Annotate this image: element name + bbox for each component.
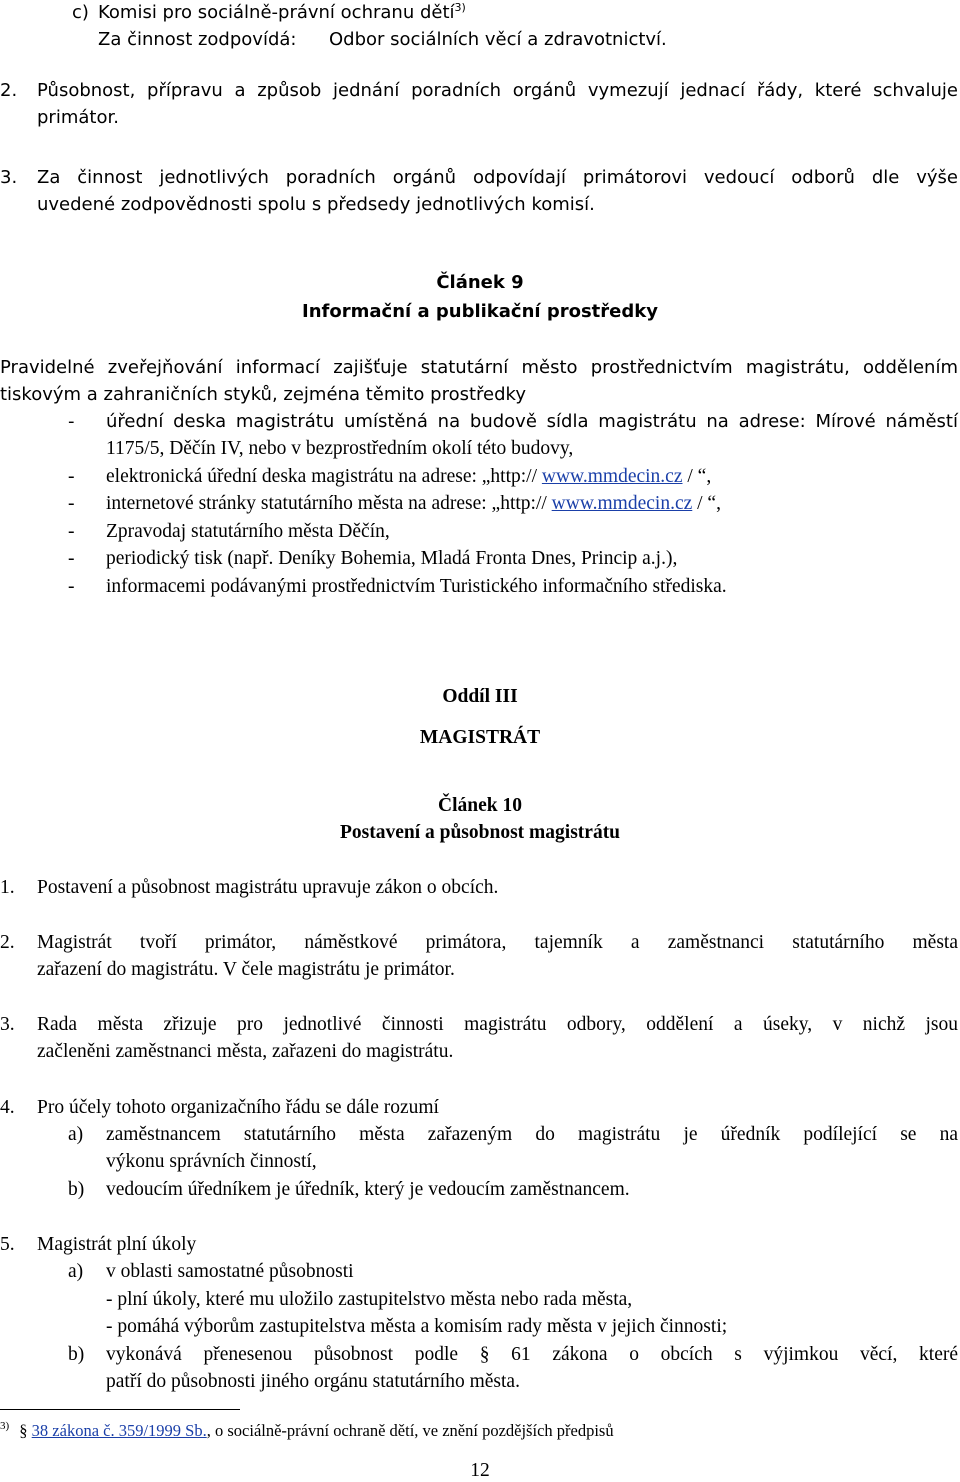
a10-point-2-line-1: Magistrát tvoří primátor, náměstkové primátora, tajemník a zaměstnanci statutárního města	[37, 932, 958, 953]
a10-point-4-number: 4.	[0, 1097, 15, 1118]
a10-point-4: Pro účely tohoto organizačního řádu se dále rozumí	[37, 1097, 439, 1118]
point-3-line-1: Za činnost jednotlivých poradních orgánů odpovídají primátorovi vedoucí odborů dle výše	[37, 167, 958, 188]
bullet-1-line-2: 1175/5, Děčín IV, nebo v bezprostředním okolí této budovy,	[106, 438, 574, 459]
footnote: $^{3)}$ § 38 zákona č. 359/1999 Sb., o sociálně-právní ochraně dětí, ve znění pozdějších předpisů	[0, 1420, 614, 1440]
a10-point-4a-label: a)	[68, 1124, 84, 1145]
footnote-separator	[0, 1409, 240, 1410]
a10-point-3-number: 3.	[0, 1014, 15, 1035]
a10-point-4b: vedoucím úředníkem je úředník, který je vedoucím zaměstnancem.	[106, 1179, 630, 1200]
page-number: 12	[470, 1460, 490, 1481]
point-2-number: 2.	[0, 80, 18, 101]
a10-point-5b-label: b)	[68, 1344, 85, 1365]
article-9-title: Článek 9	[436, 272, 524, 293]
point-2-line-2: primátor.	[37, 107, 119, 128]
a10-point-5a: v oblasti samostatné působnosti	[106, 1261, 354, 1282]
section-3-subtitle: MAGISTRÁT	[419, 727, 541, 748]
article-9-intro-line-1: Pravidelné zveřejňování informací zajišťuje statutární město prostřednictvím magistrátu, oddělením	[0, 357, 958, 378]
a10-point-1-number: 1.	[0, 877, 15, 898]
a10-point-5: Magistrát plní úkoly	[37, 1234, 197, 1255]
a10-point-5b-line-1: vykonává přenesenou působnost podle § 61 zákona o obcích s výjimkou věcí, které	[106, 1344, 958, 1365]
a10-point-2-number: 2.	[0, 932, 15, 953]
a10-point-2-line-2: zařazení do magistrátu. V čele magistrátu je primátor.	[37, 959, 455, 980]
bullet-6: informacemi podávanými prostřednictvím Turistického informačního střediska.	[106, 576, 727, 597]
bullet-dash: -	[68, 521, 75, 542]
bullet-4: Zpravodaj statutárního města Děčín,	[106, 521, 390, 542]
bullet-dash: -	[68, 411, 75, 432]
point-3-line-2: uvedené zodpovědnosti spolu s předsedy jednotlivých komisí.	[37, 194, 595, 215]
law-link[interactable]: 38 zákona č. 359/1999 Sb.	[31, 1421, 207, 1440]
footnote-mark: 3)	[0, 1420, 10, 1432]
article-9-subtitle: Informační a publikační prostředky	[302, 301, 658, 322]
a10-point-3-line-2: začleněni zaměstnanci města, zařazeni do magistrátu.	[37, 1041, 454, 1062]
bullet-3: internetové stránky statutárního města na adrese: „http:// www.mmdecin.cz / “,	[106, 493, 721, 514]
bullet-5: periodický tisk (např. Deníky Bohemia, Mladá Fronta Dnes, Princip a.j.),	[106, 548, 678, 569]
item-c-text: Komisi pro sociálně-právní ochranu dětí$^{3)}$	[98, 1, 466, 23]
mmdecin-link[interactable]: www.mmdecin.cz	[541, 466, 683, 487]
footnote-ref[interactable]: 3)	[454, 1, 466, 14]
a10-point-5a-label: a)	[68, 1261, 84, 1282]
article-9-intro-line-2: tiskovým a zahraničních styků, zejména těmito prostředky	[0, 384, 526, 405]
a10-point-4a-line-2: výkonu správních činností,	[106, 1151, 317, 1172]
article-10-subtitle: Postavení a působnost magistrátu	[339, 822, 621, 843]
section-3-title: Oddíl III	[442, 686, 518, 707]
a10-point-5a-item-2: - pomáhá výborům zastupitelstva města a komisím rady města v jejich činnosti;	[106, 1316, 728, 1337]
a10-point-5a-item-1: - plní úkoly, které mu uložilo zastupitelstvo města nebo rada města,	[106, 1289, 633, 1310]
bullet-dash: -	[68, 493, 75, 514]
point-2-line-1: Působnost, přípravu a způsob jednání poradních orgánů vymezují jednací řády, které schvaluje	[37, 80, 958, 101]
responsibility-label: Za činnost zodpovídá:	[98, 29, 297, 50]
a10-point-5-number: 5.	[0, 1234, 15, 1255]
a10-point-1: Postavení a působnost magistrátu upravuje zákon o obcích.	[37, 877, 499, 898]
a10-point-4a-line-1: zaměstnancem statutárního města zařazeným do magistrátu je úředník podílející se na	[106, 1124, 958, 1145]
a10-point-3-line-1: Rada města zřizuje pro jednotlivé činnosti magistrátu odbory, oddělení a úseky, v nichž jsou	[37, 1014, 958, 1035]
bullet-2: elektronická úřední deska magistrátu na adrese: „http:// www.mmdecin.cz / “,	[106, 466, 712, 487]
a10-point-4b-label: b)	[68, 1179, 85, 1200]
responsibility-value: Odbor sociálních věcí a zdravotnictví.	[329, 29, 667, 50]
item-c-label: c)	[72, 2, 89, 23]
point-3-number: 3.	[0, 167, 18, 188]
bullet-dash: -	[68, 576, 75, 597]
mmdecin-link[interactable]: www.mmdecin.cz	[551, 493, 693, 514]
a10-point-5b-line-2: patří do působnosti jiného orgánu statutárního města.	[106, 1371, 520, 1392]
bullet-dash: -	[68, 466, 75, 487]
bullet-dash: -	[68, 548, 75, 569]
bullet-1-line-1: úřední deska magistrátu umístěná na budově sídla magistrátu na adrese: Mírové náměstí	[106, 411, 958, 432]
article-10-title: Článek 10	[438, 795, 522, 816]
